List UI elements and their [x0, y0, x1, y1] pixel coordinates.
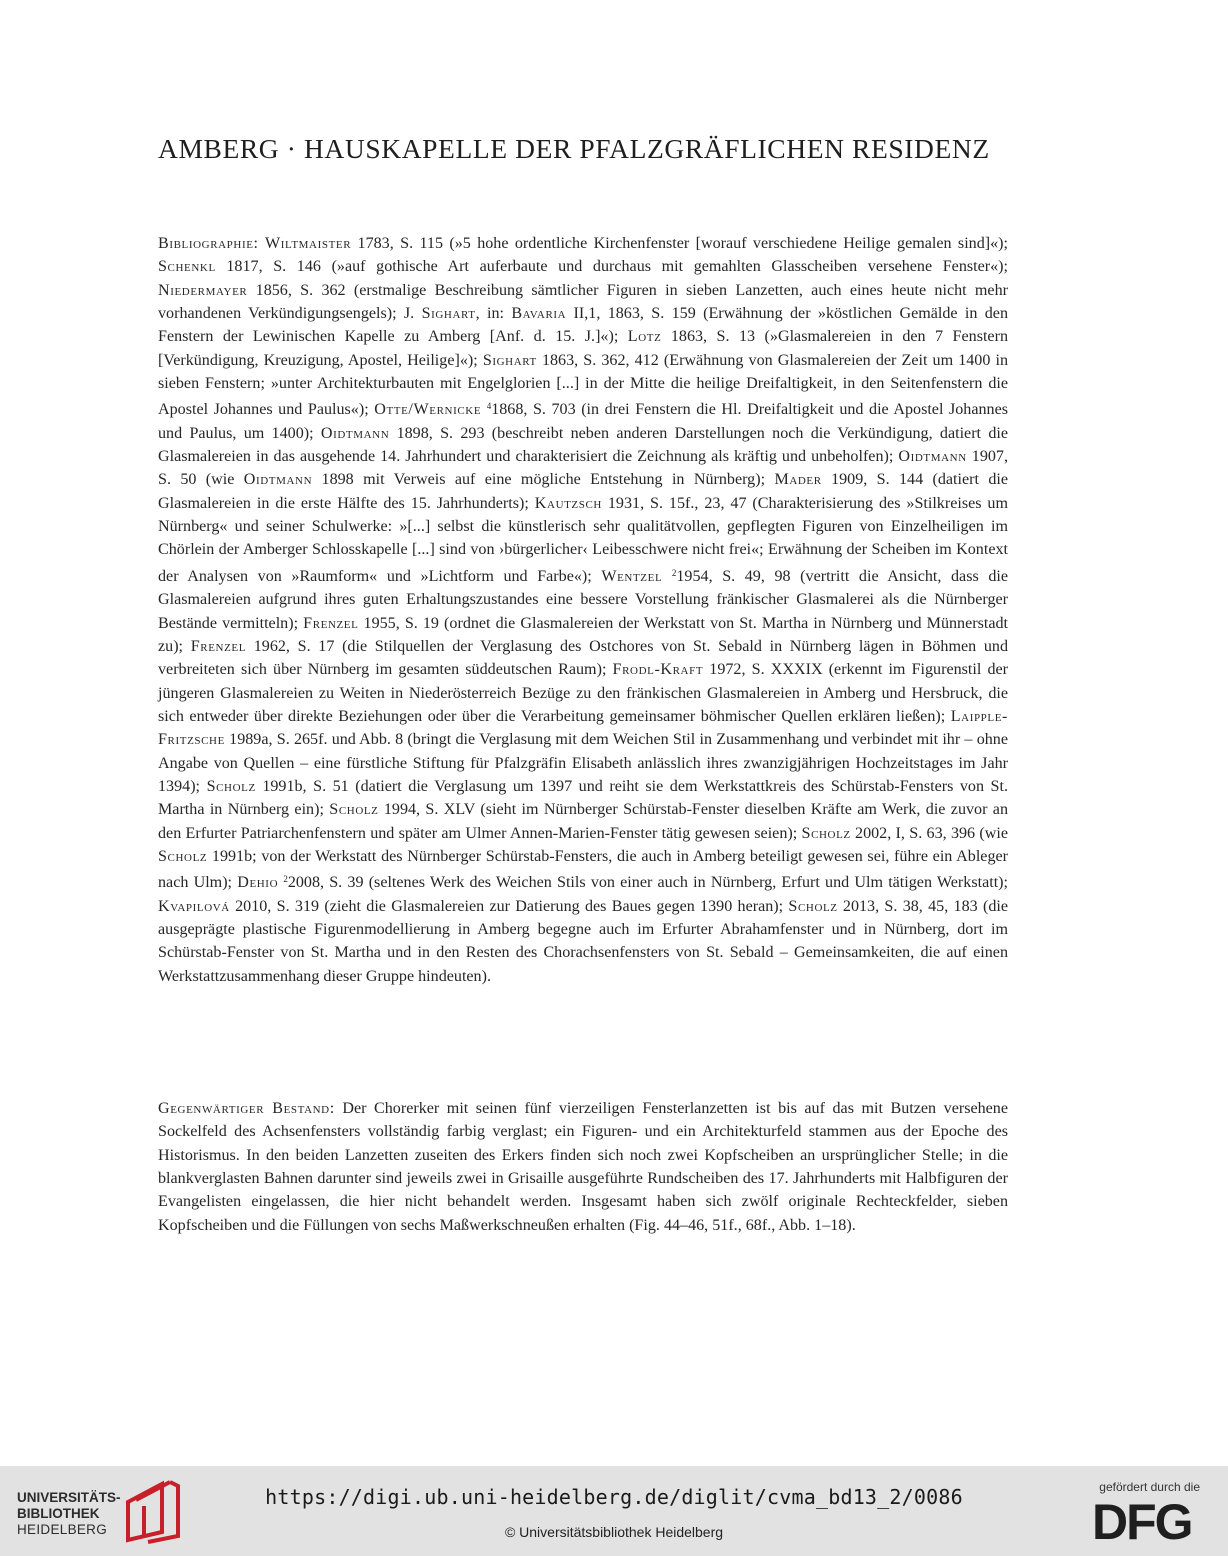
current-condition-text: Der Chorerker mit seinen fünf vierzeiligen Fensterlanzetten ist bis auf das mit Butzen versehene Sockelfeld des Achsenfensters vollständig farbig verglast; ein Figuren- und ein Architekturfeld stammen aus der Epoche des Historismus. In den beiden Lanzetten zuseiten des Erkers finden sich noch zwei Kopfscheiben an ursprünglicher Stelle; in die blankverglasten Bahnen darunter sind jeweils zwei in Grisaille ausgeführte Rundscheiben des 17. Jahrhunderts mit Halbfiguren der Evangelisten eingelassen, die hier nicht behandelt werden. Insgesamt haben sich zwölf originale Rechteckfelder, sieben Kopfscheiben und die Füllungen von sechs Maßwerkschneußen erhalten (Fig. 44–46, 51f., 68f., Abb. 1–18).	[158, 1100, 1008, 1234]
ref-author: Wiltmaister	[264, 235, 352, 252]
page-title: AMBERG · HAUSKAPELLE DER PFALZGRÄFLICHEN RESIDENZ	[158, 133, 990, 164]
ref-text: 2002, I, S. 63, 396 (wie	[850, 824, 1009, 842]
ref-text: , in:	[475, 305, 512, 323]
ref-author: Dehio	[237, 874, 279, 892]
ref-author: Mader	[774, 471, 822, 489]
ref-author: Lotz	[627, 328, 662, 346]
ref-author: Otte/Wernicke	[374, 401, 482, 419]
logo-line: HEIDELBERG	[17, 1522, 108, 1537]
ref-author: Sighart	[482, 351, 537, 369]
footer-bar	[0, 1466, 1228, 1556]
ref-author: Scholz	[158, 847, 208, 865]
ref-text: 1863, S. 362, 412 (Erwähnung von Glasmalereien der Zeit um 1400 in sieben Fenstern; »unter Architekturbauten mit Engelglorien [...] in der Mitte die heilige Dreifaltigkeit, in den Seitenfenstern die Apostel Johannes und Paulus«);	[158, 351, 1009, 419]
ref-author: Frenzel	[303, 614, 359, 632]
ref-text: 1898 mit Verweis auf eine mögliche Entstehung in Nürnberg);	[312, 471, 775, 489]
copyright-notice: © Universitätsbibliothek Heidelberg	[504, 1524, 724, 1540]
ref-text: 1856, S. 362 (erstmalige Beschreibung sämtlicher Figuren in sieben Lanzetten, auch eines heute nicht mehr vorhandenen Verkündigungsengels); J.	[158, 281, 1008, 323]
ref-text: 1954, S. 49, 98 (vertritt die Ansicht, dass die Glasmalereien aufgrund ihres guten Erhaltungszustandes eine bessere Vorstellung fränkischer Glasmalerei als die Nürnberger Bestände vermitteln);	[158, 567, 1008, 632]
ref-text: 1863, S. 13 (»Glasmalereien in den 7 Fenstern [Verkündigung, Kreuzigung, Apostel, Heilige]«);	[158, 328, 1008, 369]
edition-superscript: 2	[283, 874, 288, 885]
ref-author: Oidtmann	[243, 471, 313, 489]
ref-author: Wentzel	[601, 567, 663, 585]
ref-text: 1817, S. 146 (»auf gothische Art auferbaute und durchaus mit gemahlten Glasscheiben versehene Fenster«);	[215, 258, 1008, 276]
bibliography-label: Bibliographie:	[158, 235, 259, 252]
ref-author: Oidtmann	[320, 424, 390, 442]
dfg-logo[interactable]	[1092, 1497, 1210, 1543]
ref-author: Scholz	[801, 824, 851, 842]
ref-author: Niedermayer	[158, 281, 248, 299]
ref-text: 1898, S. 293 (beschreibt neben anderen Darstellungen noch die Verkündigung, datiert die Glasmalereien in das ausgehende 14. Jahrhundert und charakterisiert die Zeichnung als kräftig und unbeholfen);	[158, 424, 1008, 466]
edition-superscript: 4	[486, 401, 492, 412]
edition-superscript: 2	[671, 567, 677, 578]
ref-author: Schenkl	[158, 258, 216, 276]
ref-text: 1955, S. 19 (ordnet die Glasmalereien der Werkstatt von St. Martha in Nürnberg und Münnerstadt zu);	[158, 614, 1009, 655]
ref-text: 2013, S. 38, 45, 183 (die ausgeprägte plastische Figurenmodellierung in Amberg begegne auch im Erfurter Abrahamfenster und in Nürnberg, dort im Schürstab-Fenster von St. Martha und in den Resten des Chorachsenfensters von St. Sebald – Gemeinsamkeiten, die auf einen Werkstattzusammenhang dieser Gruppe hindeuten).	[158, 897, 1008, 985]
ref-text: 1962, S. 17 (die Stilquellen der Verglasung des Ostchores von St. Sebald in Nürnberg lägen in Böhmen und verbreiteten sich über Nürnberg im gesamten süddeutschen Raum);	[158, 637, 1008, 679]
ref-author: Laipple-Fritzsche	[158, 707, 1008, 749]
ref-text: 1991b; von der Werkstatt des Nürnberger Schürstab-Fensters, die auch in Amberg beteiligt gewesen sei, führe ein Ableger nach Ulm);	[158, 847, 1008, 892]
ref-text: 1991b, S. 51 (datiert die Verglasung um 1397 und reiht sie dem Werkstattkreis des Schürstab-Fensters von St. Martha in Nürnberg ein);	[158, 777, 1008, 819]
ref-author: Scholz	[329, 801, 379, 819]
ref-text: 1783, S. 115 (»5 hohe ordentliche Kirchenfenster [worauf verschiedene Heilige gemalen sind]«);	[351, 235, 1008, 252]
logo-line: UNIVERSITÄTS-	[17, 1490, 121, 1505]
ref-author: Sighart	[421, 305, 476, 323]
ref-author: Kautzsch	[534, 494, 602, 512]
ref-text: 1868, S. 703 (in drei Fenstern die Hl. Dreifaltigkeit und die Apostel Johannes und Paulus, um 1400);	[158, 401, 1008, 442]
ref-author: Frodl-Kraft	[612, 661, 704, 679]
ref-text: 2010, S. 319 (zieht die Glasmalereien zur Datierung des Baues gegen 1390 heran);	[229, 897, 789, 915]
ref-author: Frenzel	[190, 637, 247, 655]
funding-note: gefördert durch die	[1099, 1480, 1200, 1494]
ref-text: 2008, S. 39 (seltenes Werk des Weichen Stils von einer auch in Nürnberg, Erfurt und Ulm tätigen Werkstatt);	[287, 874, 1008, 892]
current-condition-label: Gegenwärtiger Bestand:	[158, 1100, 335, 1117]
dfg-logo-text: DFG	[1092, 1497, 1192, 1543]
ref-text: 1972, S. XXXIX (erkennt im Figurenstil der jüngeren Glasmalereien zu Weiten in Niederösterreich Bezüge zu den fränkischen Glasmalereien in Amberg und Hersbruck, die sich entweder über direkte Beziehungen oder über die Verarbeitung gemeinsamer böhmischer Quellen erklären ließen);	[158, 661, 1008, 725]
ref-author: Scholz	[206, 777, 256, 795]
ref-text: 1931, S. 15f., 23, 47 (Charakterisierung des »Stilkreises um Nürnberg« und seiner Schulwerke: »[...] selbst die künstlerisch sehr qualitätvollen, gepflegten Figuren von Einzelheiligen im Chörlein der Amberger Schlosskapelle [...] sind von ›bürgerlicher‹ Leibesschwere nicht frei«; Erwähnung der Scheiben im Kontext der Analysen von »Raumform« und »Lichtform und Farbe«);	[158, 494, 1008, 585]
ref-author: Scholz	[788, 897, 838, 915]
ref-author: Kvapilová	[158, 897, 230, 915]
ref-text: 1994, S. XLV (sieht im Nürnberger Schürstab-Fenster dieselben Kräfte am Werk, die zuvor an den Erfurter Patriarchenfenstern und später am Ulmer Annen-Marien-Fenster tätig gewesen seien);	[158, 801, 1008, 842]
ref-author: Bavaria	[511, 305, 567, 323]
current-condition-paragraph	[158, 1097, 1008, 1237]
ref-text: II,1, 1863, S. 159 (Erwähnung der »köstlichen Gemälde in den Fenstern der Lewinischen Kapelle zu Amberg [Anf. d. 15. J.]«);	[158, 305, 1008, 346]
ref-text: 1989a, S. 265f. und Abb. 8 (bringt die Verglasung mit dem Weichen Stil in Zusammenhang und verbindet mit ihr – ohne Angabe von Quellen – eine fürstliche Stiftung für Pfalzgräfin Elisabeth anlässlich ihres zwanzigjährigen Hochzeitstages im Jahr 1394);	[158, 731, 1008, 795]
logo-line: BIBLIOTHEK	[17, 1506, 100, 1521]
ref-author: Oidtmann	[898, 448, 967, 466]
permalink-url[interactable]: https://digi.ub.uni-heidelberg.de/diglit/cvma_bd13_2/0086	[265, 1485, 963, 1509]
ref-text: 1907, S. 50 (wie	[158, 448, 1008, 489]
ref-text: 1909, S. 144 (datiert die Glasmalereien in die erste Hälfte des 15. Jahrhunderts);	[158, 471, 1009, 512]
bibliography-paragraph	[158, 232, 1008, 988]
